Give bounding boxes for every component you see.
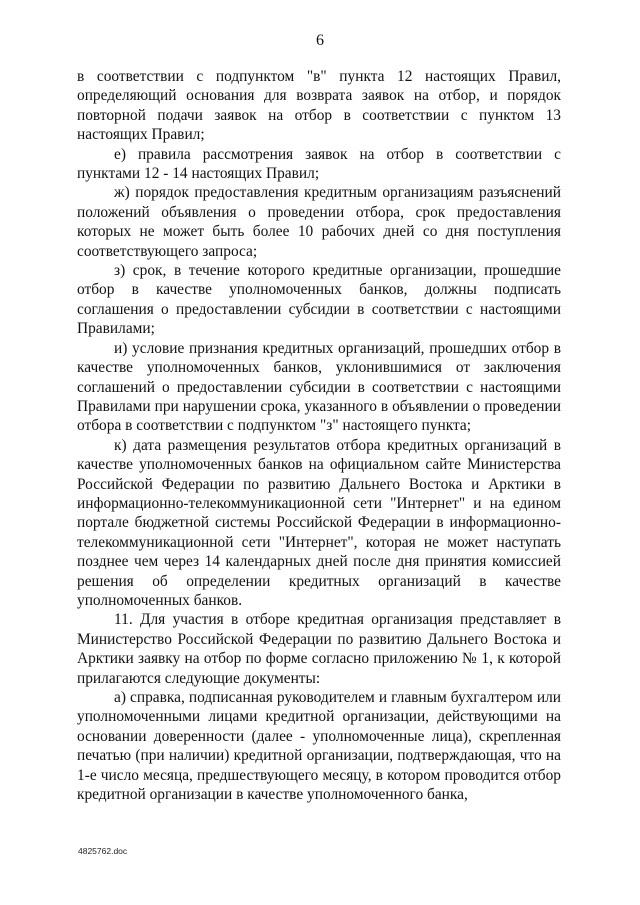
paragraph-item-a: а) справка, подписанная руководителем и главным бухгалтером или уполномоченными лицами кредитной организации, действующими на основании доверенности (далее - уполномоченные лица), скрепленная печатью (при наличии) кредитной организации, подтверждающая, что на 1-е число месяца, предшествующего месяцу, в котором проводится отбор кредитной организации в качестве уполномоченного банка, (77, 689, 561, 804)
paragraph-item-zh: ж) порядок предоставления кредитным организациям разъяснений положений объявления о проведении отбора, срок предоставления которых не может быть более 10 рабочих дней со дня поступления соответствующего запроса; (77, 184, 561, 260)
page-number: 6 (316, 32, 324, 49)
paragraph-clause-11: 11. Для участия в отборе кредитная организация представляет в Министерство Российской Федерации по развитию Дальнего Востока и Арктики заявку на отбор по форме согласно приложению № 1, к которой прилагаются следующие документы: (77, 611, 561, 687)
paragraph-continuation: в соответствии с подпунктом "в" пункта 12 настоящих Правил, определяющий основания для возврата заявок на отбор, и порядок повторной подачи заявок на отбор в соответствии с пунктом 13 настоящих Правил; (77, 68, 561, 144)
paragraph-item-e: е) правила рассмотрения заявок на отбор в соответствии с пунктами 12 - 14 настоящих Правил; (77, 145, 561, 183)
paragraph-item-i: и) условие признания кредитных организаций, прошедших отбор в качестве уполномоченных банков, уклонившимися от заключения соглашений о предоставлении субсидии в соответствии с настоящими Правилами при нарушении срока, указанного в объявлении о проведении отбора в соответствии с подпунктом "з" настоящего пункта; (77, 339, 561, 435)
document-body (77, 67, 561, 804)
document-file-name: 4825762.doc (78, 846, 128, 856)
paragraph-item-k: к) дата размещения результатов отбора кредитных организаций в качестве уполномоченных банков на официальном сайте Министерства Российской Федерации по развитию Дальнего Востока и Арктики в информационно-телекоммуникационной сети "Интернет" и на едином портале бюджетной системы Российской Федерации в информационно-телекоммуникационной сети "Интернет", которая не может наступать позднее чем через 14 календарных дней после дня принятия комиссией решения об определении кредитных организаций в качестве уполномоченных банков. (77, 436, 561, 609)
paragraph-item-z: з) срок, в течение которого кредитные организации, прошедшие отбор в качестве уполномоченных банков, должны подписать соглашения о предоставлении субсидии в соответствии с настоящими Правилами; (77, 262, 561, 338)
